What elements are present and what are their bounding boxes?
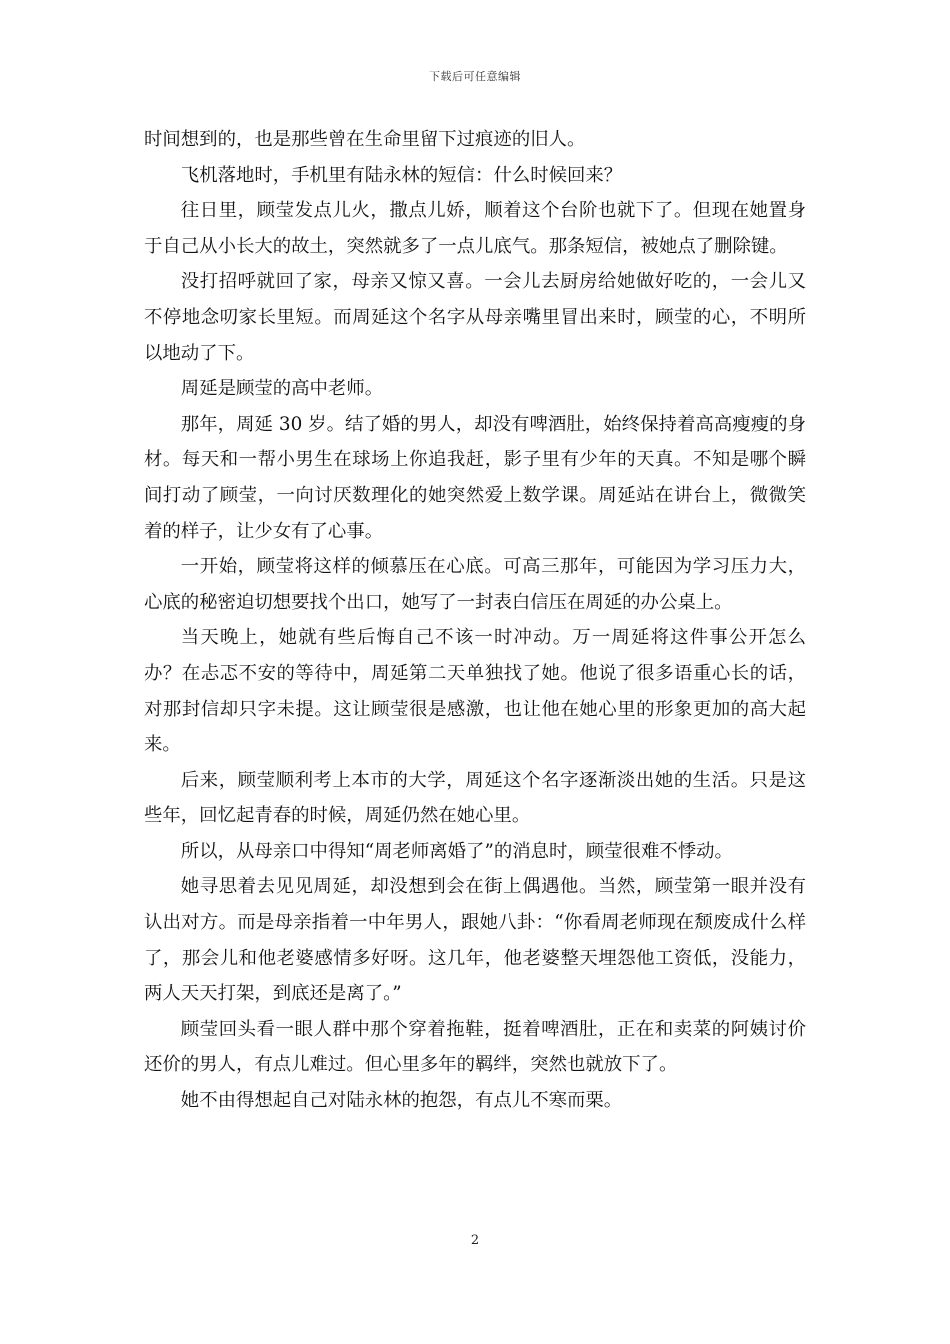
body-text	[144, 122, 806, 1119]
paragraph: 时间想到的，也是那些曾在生命里留下过痕迹的旧人。	[144, 129, 586, 150]
paragraph: 往日里，顾莹发点儿火，撒点儿娇，顺着这个台阶也就下了。但现在她置身于自己从小长大的故土，突然就多了一点儿底气。那条短信，被她点了删除键。	[144, 200, 806, 257]
paragraph: 所以，从母亲口中得知“周老师离婚了”的消息时，顾莹很难不悸动。	[180, 840, 733, 862]
paragraph: 没打招呼就回了家，母亲又惊又喜。一会儿去厨房给她做好吃的，一会儿又不停地念叨家长里短。而周延这个名字从母亲嘴里冒出来时，顾莹的心，不明所以地动了下。	[144, 271, 806, 364]
page-header: 下载后可任意编辑	[429, 70, 521, 83]
paragraph: 一开始，顾莹将这样的倾慕压在心底。可高三那年，可能因为学习压力大，心底的秘密迫切想要找个出口，她写了一封表白信压在周延的办公桌上。	[144, 556, 806, 613]
paragraph: 她不由得想起自己对陆永林的抱怨，有点儿不寒而栗。	[180, 1090, 623, 1112]
paragraph: 顾莹回头看一眼人群中那个穿着拖鞋，挺着啤酒肚，正在和卖菜的阿姨讨价还价的男人，有点儿难过。但心里多年的羁绊，突然也就放下了。	[144, 1018, 806, 1076]
paragraph: 她寻思着去见见周延，却没想到会在街上偶遇他。当然，顾莹第一眼并没有认出对方。而是母亲指着一中年男人，跟她八卦：“你看周老师现在颓废成什么样了，那会儿和他老婆感情多好呀。这几年，他老婆整天埋怨他工资低，没能力，两人天天打架，到底还是离了。”	[144, 876, 806, 1005]
paragraph: 周延是顾莹的高中老师。	[180, 378, 384, 400]
paragraph: 那年，周延 30 岁。结了婚的男人，却没有啤酒肚，始终保持着高高瘦瘦的身材。每天和一帮小男生在球场上你追我赶，影子里有少年的天真。不知是哪个瞬间打动了顾莹，一向讨厌数理化的她突然爱上数学课。周延站在讲台上，微微笑着的样子，让少女有了心事。	[144, 413, 806, 542]
paragraph: 飞机落地时，手机里有陆永林的短信：什么时候回来？	[180, 164, 623, 186]
page-number: 2	[470, 1233, 480, 1248]
paragraph: 当天晚上，她就有些后悔自己不该一时冲动。万一周延将这件事公开怎么办？在忐忑不安的等待中，周延第二天单独找了她。他说了很多语重心长的话，对那封信却只字未提。这让顾莹很是感激，也让他在她心里的形象更加的高大起来。	[144, 627, 806, 756]
paragraph: 后来，顾莹顺利考上本市的大学，周延这个名字逐渐淡出她的生活。只是这些年，回忆起青春的时候，周延仍然在她心里。	[144, 769, 806, 827]
